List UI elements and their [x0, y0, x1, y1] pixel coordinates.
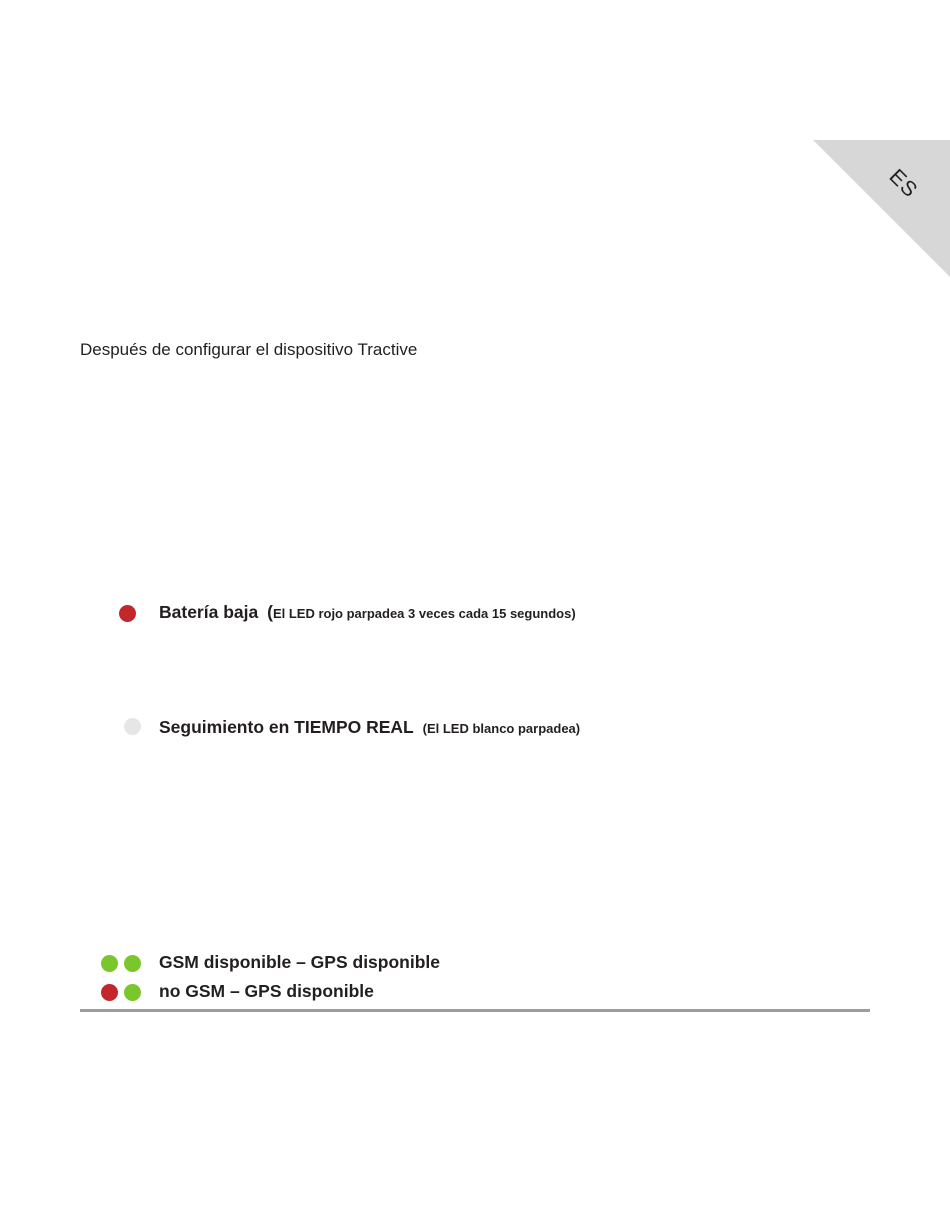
gps-green-led-2: [124, 984, 141, 1001]
language-code-label: ES: [884, 164, 923, 203]
live-tracking-note: (El LED blanco parpadea): [422, 721, 581, 736]
corner-triangle-shape: [813, 140, 950, 277]
low-battery-row: [159, 602, 576, 623]
gsm-gps-available-label: GSM disponible – GPS disponible: [159, 952, 440, 972]
live-tracking-row: [159, 717, 580, 738]
low-battery-title: Batería baja: [159, 602, 259, 622]
no-gsm-gps-available-label: no GSM – GPS disponible: [159, 981, 374, 1001]
intro-text: Después de configurar el dispositivo Tractive: [80, 340, 418, 359]
gsm-green-led: [101, 955, 118, 972]
section-divider: [80, 1009, 870, 1012]
language-corner-tab: [813, 140, 950, 277]
gps-green-led: [124, 955, 141, 972]
red-led-indicator: [119, 605, 136, 622]
white-led-indicator: [124, 718, 141, 735]
live-tracking-title: Seguimiento en TIEMPO REAL: [159, 717, 414, 737]
low-battery-note: El LED rojo parpadea 3 veces cada 15 segundos): [272, 606, 576, 621]
no-gsm-red-led: [101, 984, 118, 1001]
low-battery-open-paren: (: [267, 602, 273, 622]
